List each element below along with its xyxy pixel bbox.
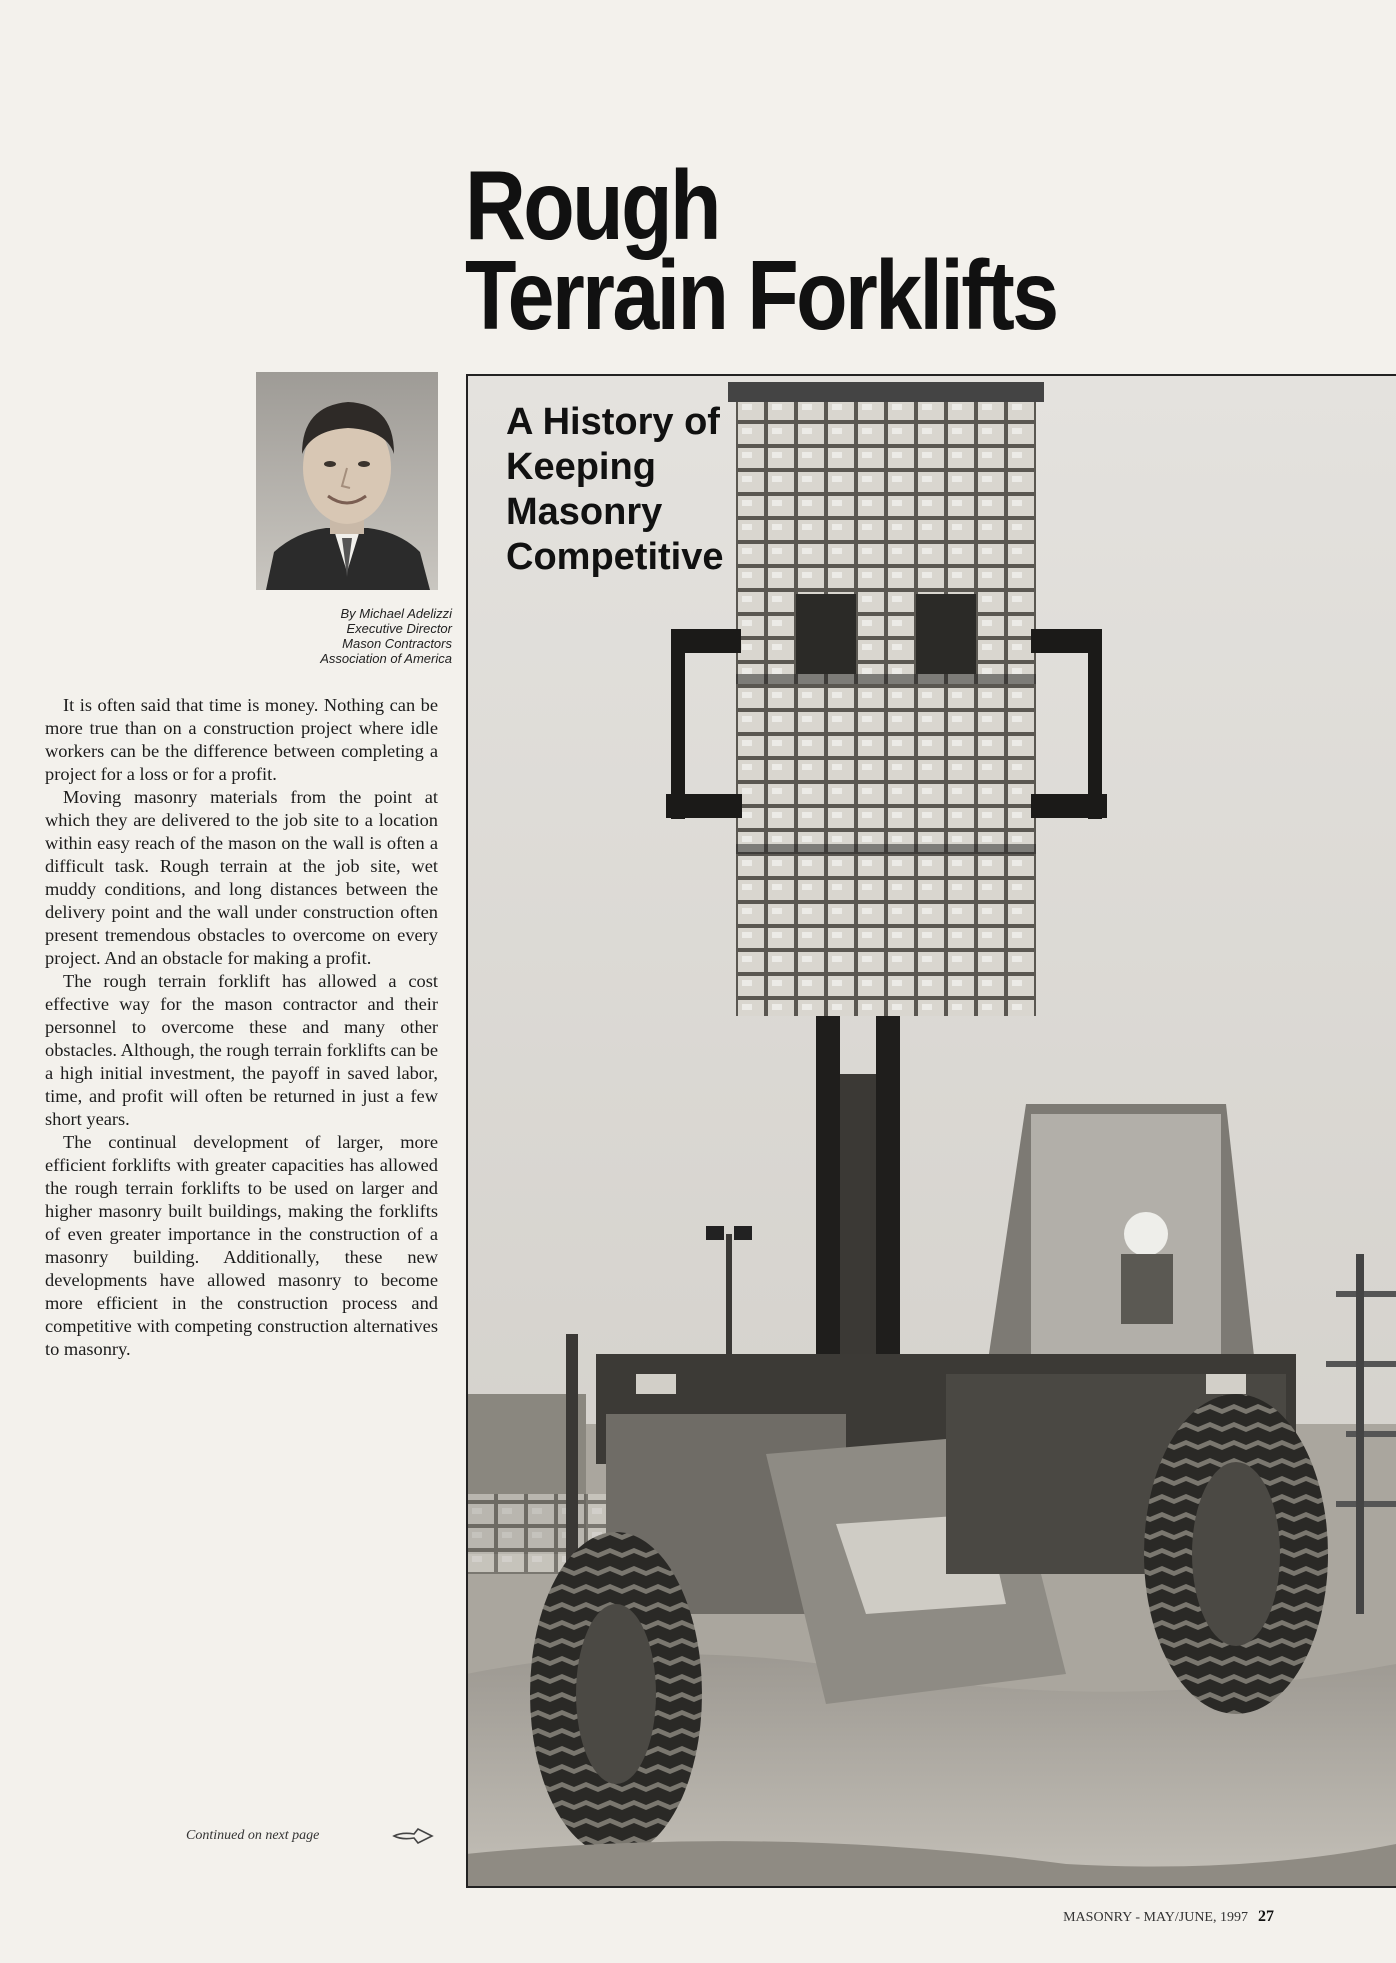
byline-org-line-1: Mason Contractors: [342, 636, 452, 651]
byline-role: Executive Director: [346, 621, 452, 636]
paragraph-2: Moving masonry materials from the point at which they are delivered to the job site to a location within easy reach of the mason on the wall is often a difficult task. Rough terrain at the job site, wet muddy conditions, and long distances between the delivery point and the wall under construction often present tremendous obstacles to overcome on every project. And an obstacle for making a profit.: [45, 787, 438, 968]
author-headshot-photo: [256, 372, 438, 590]
publication-info: MASONRY - MAY/JUNE, 1997: [1063, 1910, 1248, 1925]
author-byline: [180, 606, 452, 666]
continued-note: Continued on next page: [186, 1828, 320, 1843]
page-footer: [1063, 1908, 1274, 1926]
byline-org-line-2: Association of America: [320, 651, 452, 666]
author-portrait-illustration: [256, 372, 438, 590]
paragraph-3: The rough terrain forklift has allowed a cost effective way for the mason contractor and their personnel to overcome these and many other obstacles. Although, the rough terrain forklifts can be a high initial investment, the payoff in saved labor, time, and profit will often be returned in just a few short years.: [45, 971, 438, 1129]
caption-line-4: Competitive: [506, 536, 724, 578]
paragraph-1: It is often said that time is money. Nothing can be more true than on a construction project where idle workers can be the difference between completing a project for a loss or for a profit.: [45, 695, 438, 784]
article-title: [465, 150, 1057, 350]
byline-author: By Michael Adelizzi: [340, 606, 452, 621]
paragraph-4: The continual development of larger, more efficient forklifts with greater capacities has allowed the rough terrain forklifts to be used on larger and higher masonry built buildings, making the forklifts of even greater importance in the construction of a masonry building. Additionally, these new developments have allowed masonry to become more efficient in the construction process and competitive with competing construction alternatives to masonry.: [45, 1132, 438, 1359]
caption-line-1: A History of: [506, 401, 720, 443]
article-body: [45, 694, 438, 1361]
title-line-2: Terrain Forklifts: [465, 240, 1057, 350]
photo-caption-subtitle: [506, 400, 723, 580]
forklift-photo-illustration: [466, 374, 1396, 1888]
right-arrow-icon: [392, 1827, 434, 1845]
caption-line-2: Keeping: [506, 446, 656, 488]
title-line-1: Rough: [465, 150, 719, 260]
caption-line-3: Masonry: [506, 491, 663, 533]
forklift-photo: [466, 374, 1396, 1888]
page-number: 27: [1258, 1908, 1274, 1925]
